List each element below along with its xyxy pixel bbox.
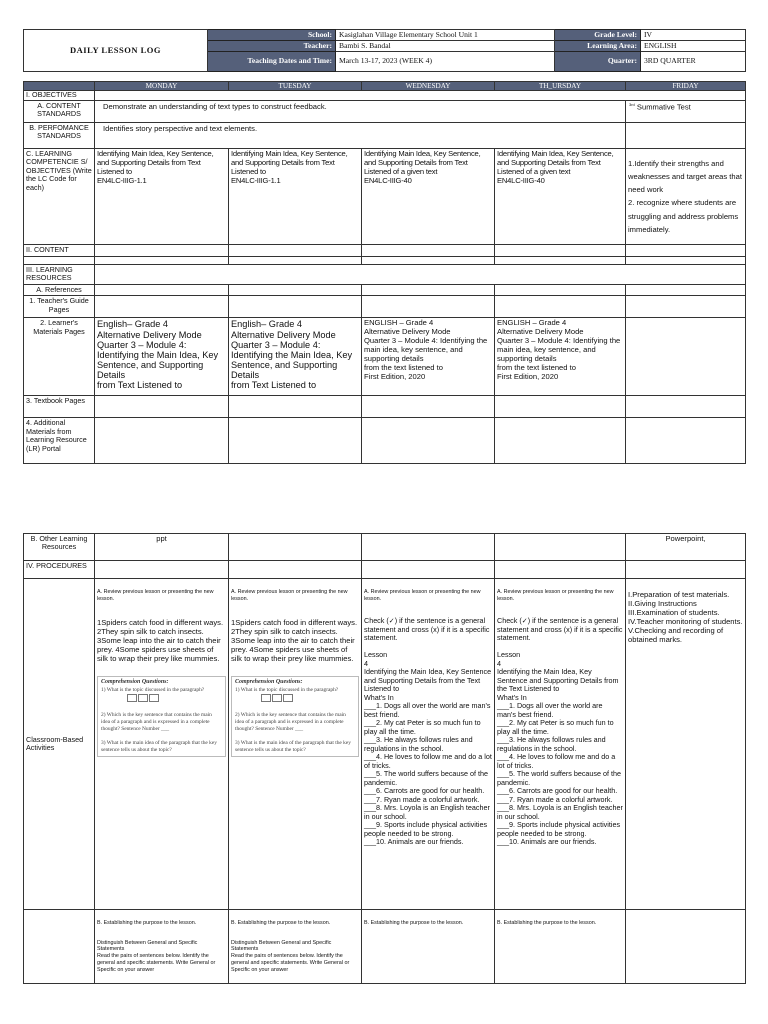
procedures-label: IV. PROCEDURES — [24, 561, 95, 579]
review-text-monday: 1Spiders catch food in different ways. 2They spin silk to catch insects. 3Some leap into the air to catch their prey. 4Some spiders use sheets of silk to wrap their prey like mummies. — [97, 618, 224, 664]
teacher-label: Teacher: — [208, 41, 336, 52]
school-label: School: — [208, 30, 336, 41]
content-tue — [229, 244, 362, 256]
purpose-head-tuesday: B. Establishing the purpose to the lesson. — [231, 919, 331, 926]
dates-value: March 13-17, 2023 (WEEK 4) — [336, 52, 555, 72]
content-mon — [95, 244, 229, 256]
performance-standards-text: Identifies story perspective and text elements. — [95, 122, 626, 148]
purpose-head-monday: B. Establishing the purpose to the lesson. — [97, 919, 197, 926]
purpose-label-cell — [24, 910, 95, 984]
tg-wed — [362, 296, 495, 318]
review-head-tuesday: A. Review previous lesson or presenting the new lesson. — [231, 588, 348, 602]
other-resources-label: B. Other Learning Resources — [24, 534, 95, 561]
teacher-value: Bambi S. Bandal — [336, 41, 555, 52]
blank-tue — [229, 256, 362, 264]
competency-wednesday: Identifying Main Idea, Key Sentence, and Supporting Details from Text Listened of a given text EN4LC-IIIG-40 — [362, 148, 495, 244]
review-monday — [95, 579, 229, 910]
objectives-label: I. OBJECTIVES — [24, 91, 95, 100]
additional-materials-label: 4. Additional Materials from Learning Resource (LR) Portal — [24, 418, 95, 464]
review-head-thursday: A. Review previous lesson or presenting the new lesson. — [497, 588, 614, 602]
competency-monday: Identifying Main Idea, Key Sentence, and Supporting Details from Text Listened to EN4LC-IIIG-1.1 — [95, 148, 229, 244]
learning-resources-label: III. LEARNING RESOURCES — [24, 264, 95, 284]
proc-tue — [229, 561, 362, 579]
classroom-activities-label: Classroom-Based Activities — [24, 579, 95, 910]
other-wed — [362, 534, 495, 561]
learners-materials-label: 2. Learner's Materials Pages — [24, 318, 95, 396]
content-wed — [362, 244, 495, 256]
content-standards-text: Demonstrate an understanding of text types to construct feedback. — [95, 100, 626, 122]
purpose-body-tuesday: Distinguish Between General and Specific Statements Read the pairs of sentences below. Identify the general and specific statements. Write General or Specific on your answer — [231, 939, 350, 973]
proc-wed — [362, 561, 495, 579]
quarter-label: Quarter: — [555, 52, 641, 72]
blank-mon — [95, 256, 229, 264]
lm-tuesday: English– Grade 4 Alternative Delivery Mode Quarter 3 – Module 4: Identifying the Main Idea, Key Sentence, and Supporting Details from Text Listened to — [229, 318, 362, 396]
competencies-label: C. LEARNING COMPETENCIE S/ OBJECTIVES (Write the LC Code for each) — [24, 148, 95, 244]
tg-tue — [229, 296, 362, 318]
proc-fri — [626, 561, 746, 579]
tb-thu — [495, 396, 626, 418]
lesson-table-top — [23, 81, 746, 464]
objectives-blank — [95, 91, 746, 100]
lm-wednesday: ENGLISH – Grade 4 Alternative Delivery Mode Quarter 3 – Module 4: Identifying the main idea, key sentence, and supporting details from the text listened to First Edition, 2020 — [362, 318, 495, 396]
purpose-tuesday — [229, 910, 362, 984]
review-thursday — [495, 579, 626, 910]
tb-tue — [229, 396, 362, 418]
review-text-tuesday: 1Spiders catch food in different ways. 2They spin silk to catch insects. 3Some leap into the air to catch their prey. 4Some spiders use sheets of silk to wrap their prey like mummies. — [231, 618, 358, 664]
purpose-friday — [626, 910, 746, 984]
tg-mon — [95, 296, 229, 318]
ref-wed — [362, 284, 495, 295]
blank-thu — [495, 256, 626, 264]
purpose-monday — [95, 910, 229, 984]
competency-thursday: Identifying Main Idea, Key Sentence, and Supporting Details from Text Listened of a given text EN4LC-IIIG-40 — [495, 148, 626, 244]
day-thursday: TH_URSDAY — [495, 82, 626, 91]
am-wed — [362, 418, 495, 464]
day-header-blank — [24, 82, 95, 91]
other-friday: Powerpoint, — [626, 534, 746, 561]
teachers-guide-label: 1. Teacher's Guide Pages — [24, 296, 95, 318]
grade-value: IV — [641, 30, 746, 41]
other-thu — [495, 534, 626, 561]
area-value: ENGLISH — [641, 41, 746, 52]
review-text-wednesday: Check (✓) if the sentence is a general statement and cross (x) if it is a specific statement. Lesson 4 Identifying the Main Idea, Key Sentence and Supporting Details from the Text Listened to What's In ___1. Dogs all over the world are man's best friend. ___2. My cat Peter is so much fun to play all the time. ___3. He always follows rules and regulations in the school. ___4. He loves to follow me and do a lot of tricks. ___5. The world suffers because of the pandemic. ___6. Carrots are good for our health. ___7. Ryan made a colorful artwork. ___8. Mrs. Loyola is an English teacher in our school. ___9. Sports include physical activities people needed to be strong. ___10. Animals are our friends. — [364, 616, 492, 846]
quarter-value: 3RD QUARTER — [641, 52, 746, 72]
tg-fri — [626, 296, 746, 318]
proc-mon — [95, 561, 229, 579]
page-title: DAILY LESSON LOG — [24, 30, 208, 72]
blank-fri — [626, 256, 746, 264]
purpose-thursday — [495, 910, 626, 984]
content-label: II. CONTENT — [24, 244, 95, 256]
ref-fri — [626, 284, 746, 295]
ref-mon — [95, 284, 229, 295]
content-standards-label: A. CONTENT STANDARDS — [24, 100, 95, 122]
friday-summative-test: $^{3rd}$ Summative Test — [626, 100, 746, 122]
dates-label: Teaching Dates and Time: — [208, 52, 336, 72]
references-label: A. References — [24, 284, 95, 295]
performance-friday — [626, 122, 746, 148]
tb-mon — [95, 396, 229, 418]
ref-tue — [229, 284, 362, 295]
review-friday: I.Preparation of test materials. II.Giving Instructions III.Examination of students. IV.Teacher monitoring of students. V.Checking and recording of obtained marks. — [626, 579, 746, 910]
purpose-wednesday — [362, 910, 495, 984]
am-mon — [95, 418, 229, 464]
blank-row-label — [24, 256, 95, 264]
review-head-monday: A. Review previous lesson or presenting the new lesson. — [97, 588, 214, 602]
am-thu — [495, 418, 626, 464]
comprehension-questions-image: Comprehension Questions: 1) What is the topic discussed in the paragraph? 2) Which is the key sentence that contains the main idea of a paragraph and is expressed in a complete thought? Sentence Number ___ 3) What is the main idea of the paragraph that the key sentence tells us about the topic? — [97, 676, 226, 757]
other-tue — [229, 534, 362, 561]
comprehension-questions-image: Comprehension Questions: 1) What is the topic discussed in the paragraph? 2) Which is the key sentence that contains the main idea of a paragraph and is expressed in a complete thought? Sentence Number ___ 3) What is the main idea of the paragraph that the key sentence tells us about the topic? — [231, 676, 359, 757]
textbook-label: 3. Textbook Pages — [24, 396, 95, 418]
lm-monday: English– Grade 4 Alternative Delivery Mode Quarter 3 – Module 4: Identifying the Main Idea, Key Sentence, and Supporting Details from Text Listened to — [95, 318, 229, 396]
day-monday: MONDAY — [95, 82, 229, 91]
performance-standards-label: B. PERFOMANCE STANDARDS — [24, 122, 95, 148]
competency-friday: 1.Identify their strengths and weaknesses and target areas that need work 2. recognize where students are struggling and address problems immediately. — [626, 148, 746, 244]
tb-fri — [626, 396, 746, 418]
tb-wed — [362, 396, 495, 418]
purpose-body-monday: Distinguish Between General and Specific Statements Read the pairs of sentences below. Identify the general and specific statements. Write General or Specific on your answer — [97, 939, 216, 973]
school-value: Kasiglahan Village Elementary School Unit 1 — [336, 30, 555, 41]
learning-resources-blank — [95, 264, 746, 284]
grade-label: Grade Level: — [555, 30, 641, 41]
lm-friday — [626, 318, 746, 396]
competency-tuesday: Identifying Main Idea, Key Sentence, and Supporting Details from Text Listened to EN4LC-IIIG-1.1 — [229, 148, 362, 244]
day-friday: FRIDAY — [626, 82, 746, 91]
review-text-thursday: Check (✓) if the sentence is a general statement and cross (x) if it is a specific statement. Lesson 4 Identifying the Main Idea, Key Sentence and Supporting Details from the Text Listened to What's In ___1. Dogs all over the world are man's best friend. ___2. My cat Peter is so much fun to play all the time. ___3. He always follows rules and regulations in the school. ___4. He loves to follow me and do a lot of tricks. ___5. The world suffers because of the pandemic. ___6. Carrots are good for our health. ___7. Ryan made a colorful artwork. ___8. Mrs. Loyola is an English teacher in our school. ___9. Sports include physical activities people needed to be strong. ___10. Animals are our friends. — [497, 616, 623, 846]
lesson-table-bottom — [23, 533, 746, 984]
day-tuesday: TUESDAY — [229, 82, 362, 91]
other-monday: ppt — [95, 534, 229, 561]
area-label: Learning Area: — [555, 41, 641, 52]
review-head-wednesday: A. Review previous lesson or presenting the new lesson. — [364, 588, 481, 602]
content-thu — [495, 244, 626, 256]
ref-thu — [495, 284, 626, 295]
review-wednesday — [362, 579, 495, 910]
blank-wed — [362, 256, 495, 264]
content-fri — [626, 244, 746, 256]
am-tue — [229, 418, 362, 464]
am-fri — [626, 418, 746, 464]
purpose-head-wednesday: B. Establishing the purpose to the lesson. — [364, 919, 464, 926]
header-table — [23, 29, 746, 72]
tg-thu — [495, 296, 626, 318]
lm-thursday: ENGLISH – Grade 4 Alternative Delivery Mode Quarter 3 – Module 4: Identifying the main idea, key sentence, and supporting details from the text listened to First Edition, 2020 — [495, 318, 626, 396]
purpose-head-thursday: B. Establishing the purpose to the lesson. — [497, 919, 597, 926]
day-wednesday: WEDNESDAY — [362, 82, 495, 91]
review-tuesday — [229, 579, 362, 910]
proc-thu — [495, 561, 626, 579]
